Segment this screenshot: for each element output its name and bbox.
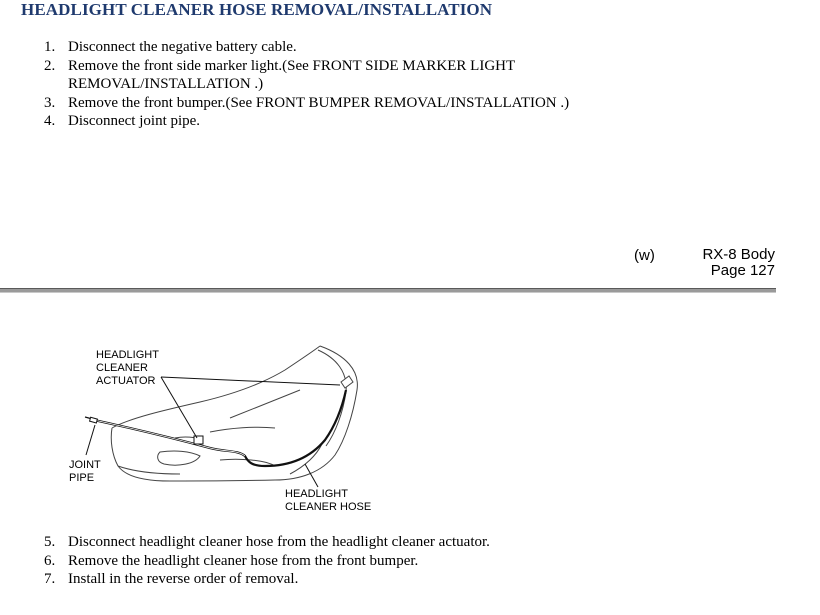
step-text: Remove the front side marker light.(See FRONT SIDE MARKER LIGHT REMOVAL/INSTALLATION .) [68,57,515,92]
step-number: 6. [44,552,56,569]
step-number: 1. [44,39,56,55]
list-item [20,38,640,57]
step-number: 4. [44,113,56,129]
step-text: Remove the front bumper.(See FRONT BUMPER REMOVAL/INSTALLATION .) [68,94,570,111]
step-text: Disconnect the negative battery cable. [68,39,297,55]
list-item [20,112,640,131]
footer-reference [690,247,775,279]
step-number: 3. [44,94,56,111]
step-text: Disconnect headlight cleaner hose from the headlight cleaner actuator. [68,534,490,550]
label-headlight-cleaner-hose: HEADLIGHT CLEANER HOSE [285,488,372,513]
footer-page-number: Page 127 [710,262,775,279]
step-number: 5. [44,534,56,550]
list-item [20,57,640,94]
list-item [20,94,640,113]
procedure-steps-part-1 [20,38,640,131]
hose-diagram [60,340,390,520]
step-number: 7. [44,571,56,587]
list-item [20,552,640,571]
step-text: Disconnect joint pipe. [68,113,201,129]
list-item [20,570,640,589]
footer-code: (w) [634,247,655,264]
procedure-steps-part-2 [20,533,640,589]
page-divider [0,288,776,293]
page-title: HEADLIGHT CLEANER HOSE REMOVAL/INSTALLATION [21,0,493,19]
step-text: Install in the reverse order of removal. [68,571,299,587]
footer-doc-title: RX-8 Body [702,247,775,263]
step-number: 2. [44,57,56,74]
label-joint-pipe: JOINT PIPE [69,459,101,484]
label-headlight-cleaner-actuator: HEADLIGHT CLEANER ACTUATOR [96,349,159,387]
list-item [20,533,640,552]
step-text: Remove the headlight cleaner hose from the front bumper. [68,552,419,569]
